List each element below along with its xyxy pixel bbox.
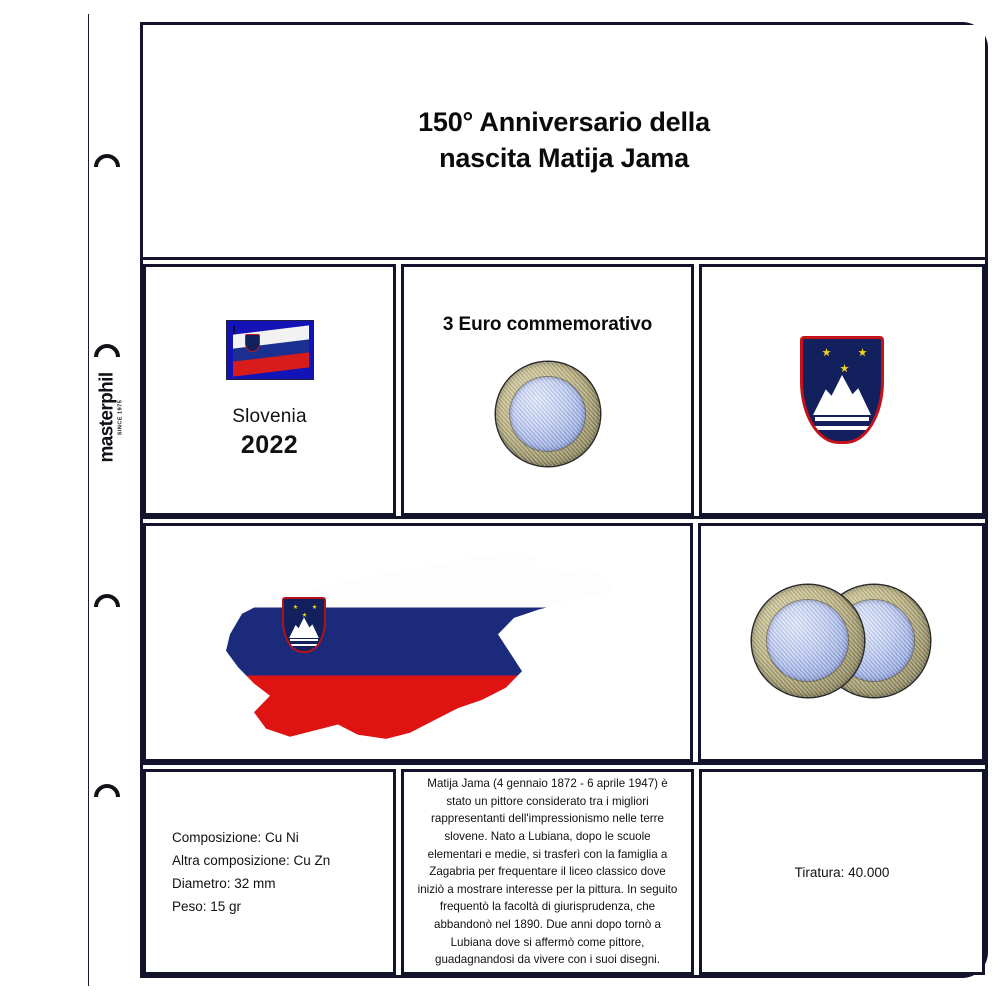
- bottom-row: [143, 769, 985, 975]
- title-row: [143, 25, 985, 257]
- title-cell: [143, 25, 985, 257]
- description-text: Matija Jama (4 gennaio 1872 - 6 aprile 1947) è stato un pittore considerato tra i migliori rappresentanti dell'impressionismo nelle terre slovene. Nato a Lubiana, dopo le scuole elementari e medie, si trasferì con la famiglia a Zagabria per frequentare il liceo classico dove iniziò a mostrare interesse per la pittura. In seguito frequentò la facoltà di giurisprudenza, che abbandonò nel 1890. Due anni dopo tornò a Lubiana dove si affermò come pittore, guadagnandosi da vivere con i suoi disegni.: [417, 777, 678, 967]
- specifications-cell: [143, 769, 396, 975]
- top-row: [143, 264, 985, 516]
- arms-wave-2: [815, 426, 869, 430]
- slovenia-map-icon: [218, 540, 618, 745]
- spec-composition: Composizione: Cu Ni: [172, 829, 299, 845]
- specifications-list: [172, 826, 330, 919]
- divider-title: [143, 257, 985, 260]
- coin-pair-icon: [752, 585, 932, 701]
- map-arms-wave-2: [290, 644, 318, 646]
- arms-star-2: [858, 348, 867, 357]
- map-arms-mountain: [289, 617, 319, 638]
- sheet-frame: [140, 22, 988, 978]
- country-year: 2022: [240, 431, 299, 459]
- flag-coat-of-arms: [245, 334, 260, 352]
- slovenia-flag-icon: [226, 320, 314, 380]
- divider-top: [143, 516, 985, 519]
- country-cell: [143, 264, 396, 516]
- country-name: Slovenia: [232, 406, 307, 427]
- mintage-label: Tiratura: 40.000: [794, 864, 890, 880]
- spec-weight: Peso: 15 gr: [172, 899, 242, 915]
- binder-hole-2: [94, 344, 120, 357]
- binder-hole-3: [94, 594, 120, 607]
- coin-pair-cell: [698, 523, 985, 762]
- binder-hole-1: [94, 154, 120, 167]
- binder-margin: [88, 14, 132, 986]
- spec-other-composition: Altra composizione: Cu Zn: [172, 852, 331, 868]
- arms-star-1: [822, 348, 831, 357]
- map-arms-wave-1: [290, 639, 318, 641]
- slovenia-coat-of-arms-icon: [800, 336, 884, 444]
- mintage-cell: [699, 769, 985, 975]
- description-cell: [401, 769, 694, 975]
- binder-hole-4: [94, 784, 120, 797]
- arms-triglav-mountain: [813, 375, 871, 415]
- spec-diameter: Diametro: 32 mm: [172, 876, 276, 891]
- page-title-line-1: 150° Anniversario della: [418, 107, 710, 138]
- brand-logo: [97, 363, 124, 473]
- coat-of-arms-cell: [699, 264, 985, 516]
- coin-cell: [401, 264, 694, 516]
- map-cell: [143, 523, 693, 762]
- brand-name: masterphil: [96, 372, 118, 463]
- middle-row: [143, 523, 985, 762]
- map-arms-star-3: [302, 612, 307, 617]
- map-arms-star-2: [312, 604, 317, 609]
- coin-denomination-label: 3 Euro commemorativo: [442, 314, 653, 335]
- divider-middle: [143, 762, 985, 765]
- brand-subtitle: SINCE 1975: [117, 399, 124, 436]
- coin-obverse-icon: [752, 585, 864, 697]
- commemorative-coin-icon: [496, 362, 600, 466]
- arms-star-3: [840, 364, 849, 373]
- page-title-line-2: nascita Matija Jama: [439, 143, 689, 173]
- page-title: [418, 105, 710, 176]
- map-outline: [218, 540, 618, 745]
- map-arms-star-1: [293, 604, 298, 609]
- arms-wave-1: [815, 417, 869, 421]
